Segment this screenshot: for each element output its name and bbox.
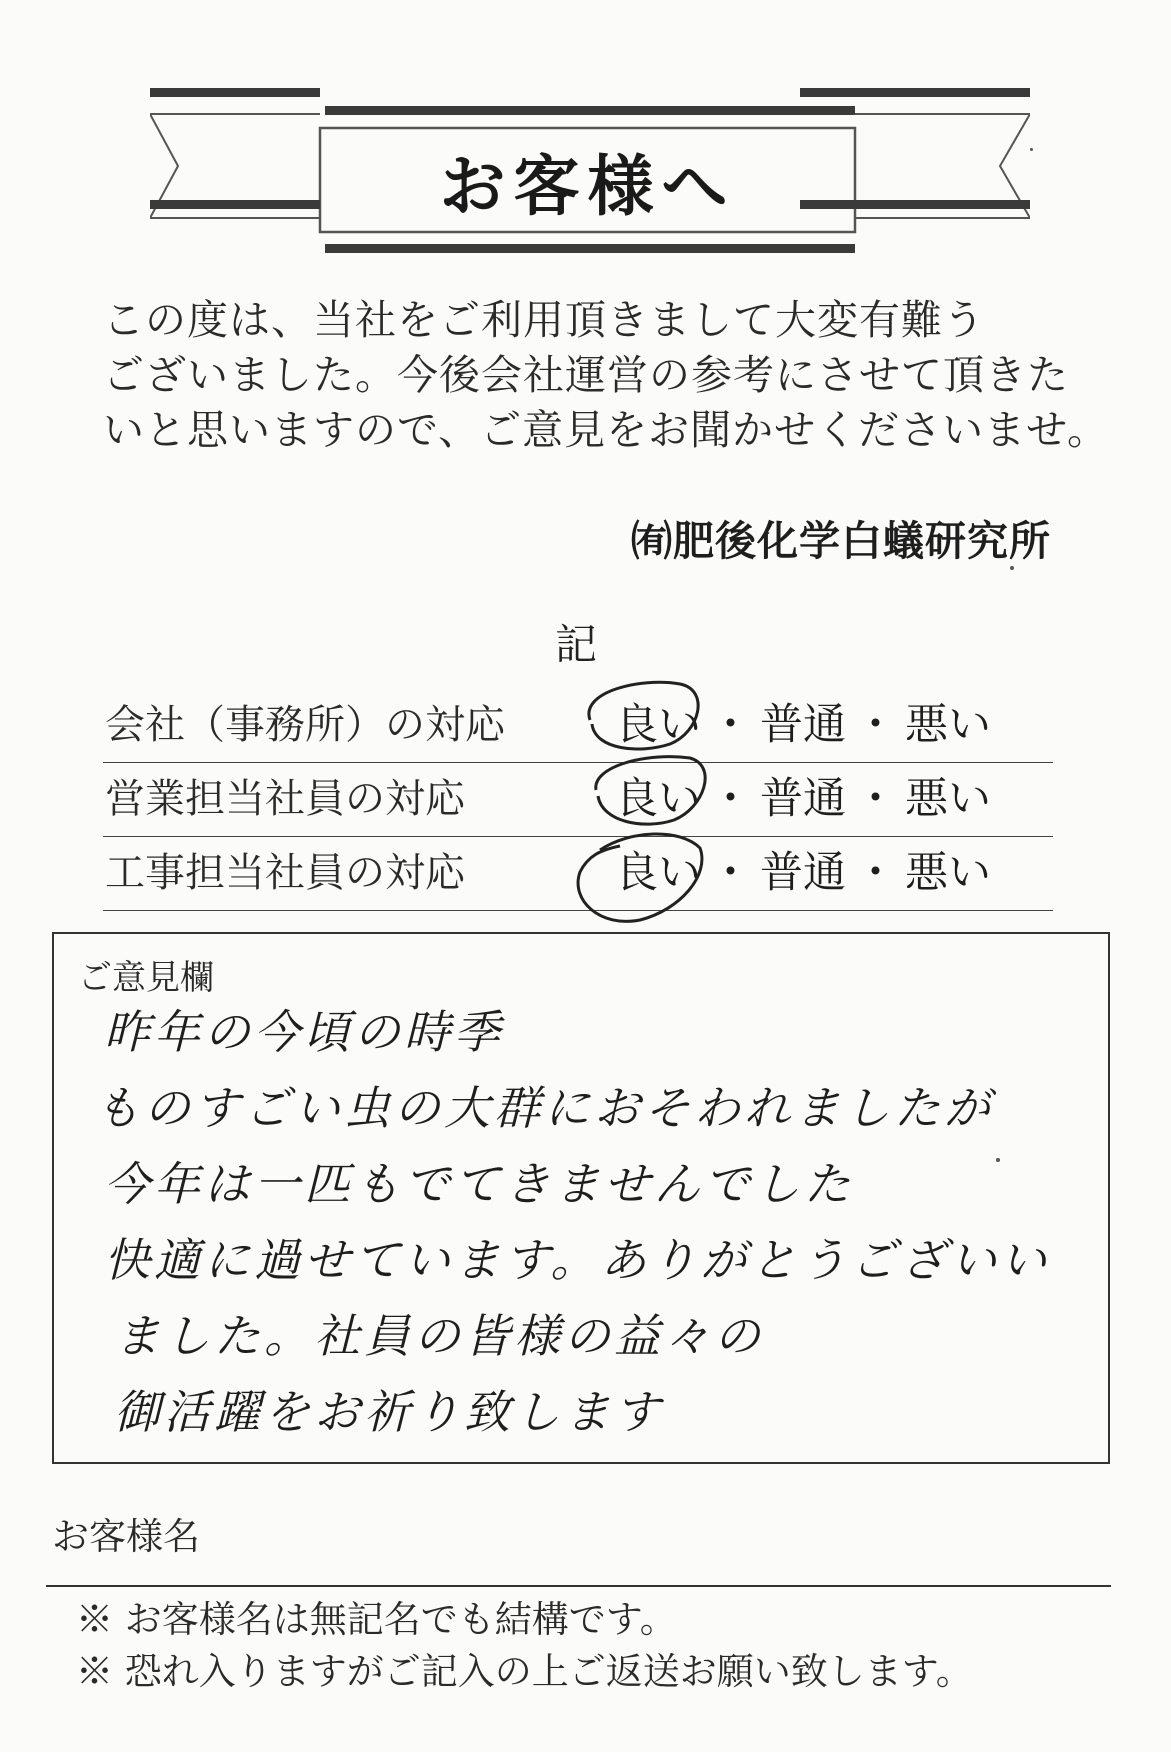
footer-notes	[76, 1594, 973, 1698]
handwritten-line: 快適に過せています。ありがとうございい	[104, 1233, 1051, 1287]
intro-text	[103, 293, 1109, 458]
separator: ・	[854, 774, 897, 824]
handwritten-line: 昨年の今頃の時季	[104, 1005, 504, 1059]
rating-options	[615, 691, 991, 752]
opinion-box[interactable]	[52, 932, 1110, 1464]
option-bad[interactable]: 悪い	[905, 700, 991, 750]
handwritten-line: 今年は一匹もでてきませんでした	[104, 1157, 854, 1211]
handwritten-comment	[74, 994, 1094, 1450]
rating-row-construction	[103, 836, 1053, 911]
customer-name-field[interactable]	[46, 1585, 1111, 1587]
customer-name-label: お客様名	[52, 1515, 200, 1558]
rating-label: 会社（事務所）の対応	[105, 702, 505, 748]
note-line: ※ 恐れ入りますがご記入の上ご返送お願い致します。	[76, 1650, 973, 1693]
scan-speck	[996, 1158, 1000, 1162]
separator: ・	[709, 700, 752, 750]
handwritten-line: 御活躍をお祈り致します	[114, 1385, 664, 1439]
ki-heading: 記	[555, 620, 598, 669]
handwritten-line: ました。社員の皆様の益々の	[114, 1309, 764, 1363]
page-title: お客様へ	[439, 146, 736, 225]
option-bad[interactable]: 悪い	[905, 848, 991, 898]
rating-label: 営業担当社員の対応	[105, 776, 465, 822]
header-banner	[150, 88, 1030, 268]
rating-options	[615, 839, 991, 900]
option-good[interactable]: 良い	[615, 848, 701, 898]
company-name: ㈲肥後化学白蟻研究所	[631, 517, 1051, 565]
intro-line: ございました。今後会社運営の参考にさせて頂きた	[103, 351, 1069, 399]
handwritten-line: ものすごい虫の大群におそわれましたが	[94, 1081, 994, 1135]
separator: ・	[854, 848, 897, 898]
opinion-label: ご意見欄	[78, 958, 214, 998]
separator: ・	[854, 700, 897, 750]
intro-line: この度は、当社をご利用頂きまして大変有難う	[103, 296, 985, 344]
intro-line: いと思いますので、ご意見をお聞かせくださいませ。	[103, 406, 1109, 454]
scan-speck	[1010, 566, 1014, 570]
scan-speck	[1030, 148, 1033, 151]
option-bad[interactable]: 悪い	[905, 774, 991, 824]
option-good[interactable]: 良い	[615, 774, 701, 824]
note-line: ※ お客様名は無記名でも結構です。	[76, 1598, 677, 1641]
rating-options	[615, 765, 991, 826]
rating-row-office	[103, 688, 1053, 763]
separator: ・	[709, 774, 752, 824]
option-normal[interactable]: 普通	[760, 774, 846, 824]
rating-row-sales	[103, 762, 1053, 837]
option-normal[interactable]: 普通	[760, 700, 846, 750]
separator: ・	[709, 848, 752, 898]
rating-label: 工事担当社員の対応	[105, 850, 465, 896]
option-good[interactable]: 良い	[615, 700, 701, 750]
option-normal[interactable]: 普通	[760, 848, 846, 898]
